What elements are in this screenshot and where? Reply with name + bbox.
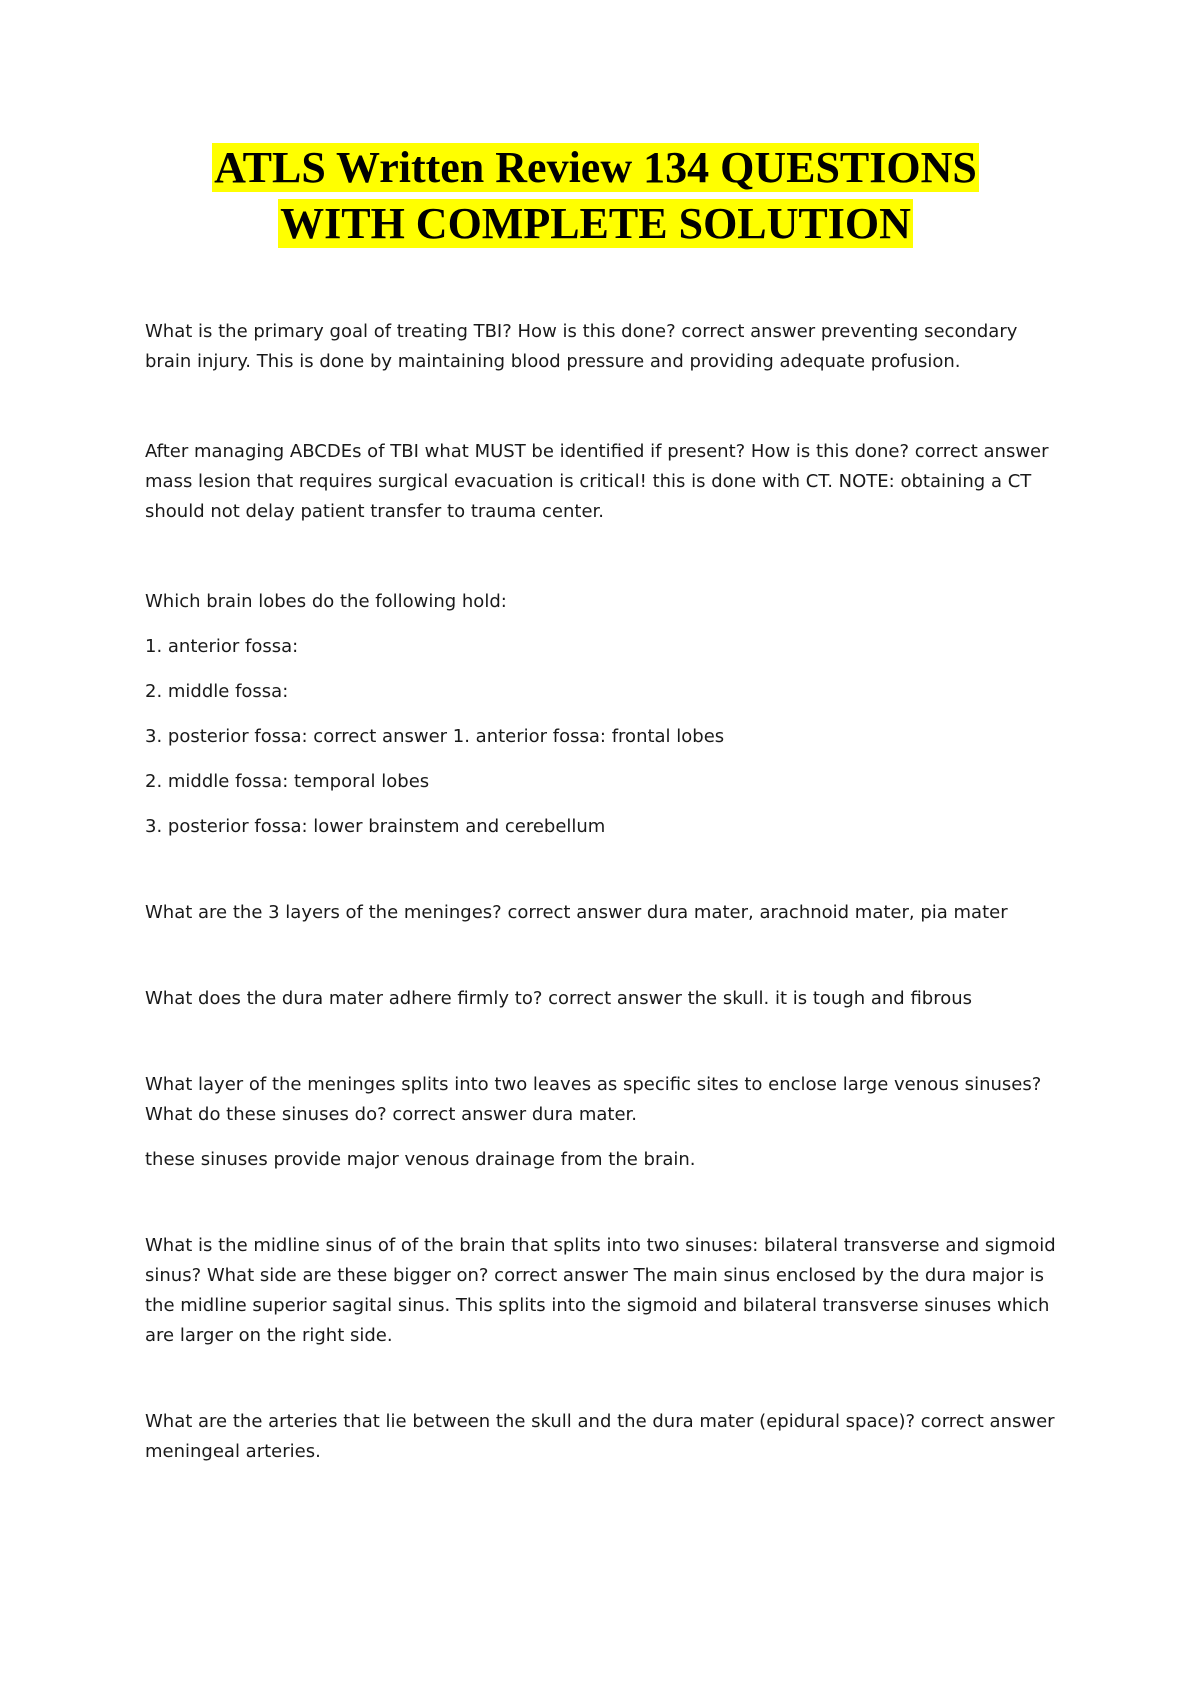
qa-item-3-intro: Which brain lobes do the following hold: <box>145 591 507 612</box>
document-title <box>0 140 1191 252</box>
qa-item-7: What is the midline sinus of of the brain that splits into two sinuses: bilateral transverse and sigmoid sinus? What side are these bigger on? correct answer The main sinus enclosed by the dura major is the midline superior sagital sinus. This splits into the sigmoid and bilateral transverse sinuses which are larger on the right side. <box>145 1235 1056 1346</box>
qa-item-3-line: 2. middle fossa: temporal lobes <box>145 771 430 792</box>
qa-item-3-line: 1. anterior fossa: <box>145 636 299 657</box>
qa-item-5: What does the dura mater adhere firmly to? correct answer the skull. it is tough and fibrous <box>145 988 973 1009</box>
qa-item-4: What are the 3 layers of the meninges? correct answer dura mater, arachnoid mater, pia mater <box>145 902 1008 923</box>
qa-item-8: What are the arteries that lie between the skull and the dura mater (epidural space)? correct answer meningeal arteries. <box>145 1411 1055 1462</box>
qa-item-3-line: 3. posterior fossa: correct answer 1. anterior fossa: frontal lobes <box>145 726 725 747</box>
qa-item-2: After managing ABCDEs of TBI what MUST be identified if present? How is this done? correct answer mass lesion that requires surgical evacuation is critical! this is done with CT. NOTE: obtaining a CT should not delay patient transfer to trauma center. <box>145 441 1049 522</box>
qa-item-6-extra: these sinuses provide major venous drainage from the brain. <box>145 1149 696 1170</box>
qa-item-1: What is the primary goal of treating TBI? How is this done? correct answer preventing secondary brain injury. This is done by maintaining blood pressure and providing adequate profusion. <box>145 321 1018 372</box>
qa-item-3-line: 2. middle fossa: <box>145 681 289 702</box>
qa-item-6: What layer of the meninges splits into two leaves as specific sites to enclose large venous sinuses? What do these sinuses do? correct answer dura mater. <box>145 1074 1042 1125</box>
document-body <box>145 317 1065 1467</box>
title-line-1: ATLS Written Review 134 QUESTIONS <box>214 143 977 192</box>
title-line-2: WITH COMPLETE SOLUTION <box>280 199 911 248</box>
qa-item-3-line: 3. posterior fossa: lower brainstem and cerebellum <box>145 816 606 837</box>
